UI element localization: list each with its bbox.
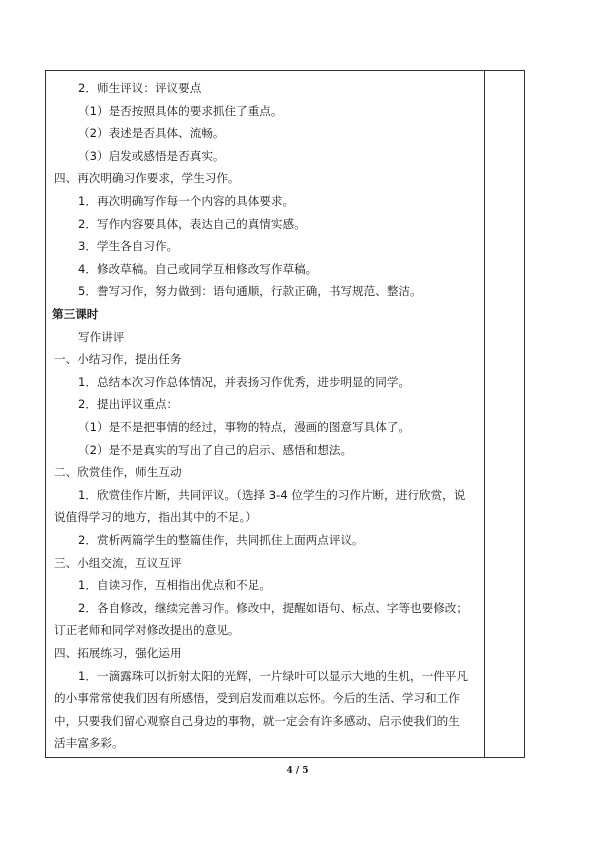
text-line: （1）是否按照具体的要求抓住了重点。 (78, 103, 283, 118)
text-line: 5．誊写习作，努力做到：语句通顺，行款正确，书写规范、整洁。 (78, 284, 422, 299)
text-line: 1．自读习作，互相指出优点和不足。 (78, 578, 271, 593)
text-line: 1．一滴露珠可以折射太阳的光辉，一片绿叶可以显示大地的生机，一件平凡 (78, 668, 468, 683)
text-line: 3．学生各自习作。 (78, 239, 179, 254)
text-line: 4．修改草稿。自己或同学互相修改写作草稿。 (78, 261, 318, 276)
text-line: 活丰富多彩。 (54, 736, 124, 751)
text-line: （1）是不是把事情的经过，事物的特点，漫画的图意写具体了。 (78, 420, 411, 434)
column-divider (484, 71, 485, 757)
section-heading: 四、再次明确习作要求，学生习作。 (54, 171, 240, 186)
text-line: （2）是不是真实的写出了自己的启示、感悟和想法。 (78, 442, 353, 457)
text-line: 1．再次明确写作每一个内容的具体要求。 (78, 194, 295, 208)
text-line: 2．提出评议重点： (78, 397, 179, 412)
text-line: 的小事常常使我们因有所感悟，受到启发而难以忘怀。今后的生活、学习和工作 (54, 691, 460, 706)
page-number: 4 / 5 (286, 766, 309, 776)
text-line: （3）启发或感悟是否真实。 (78, 148, 225, 163)
text-line: （2）表述是否具体、流畅。 (78, 126, 225, 141)
text-line: 2．赏析两篇学生的整篇佳作，共同抓住上面两点评议。 (78, 533, 364, 547)
section-heading: 一、小结习作，提出任务 (54, 352, 182, 367)
section-heading: 三、小组交流，互议互评 (54, 555, 182, 570)
section-heading: 二、欣赏佳作，师生互动 (54, 465, 182, 480)
text-line: 2．师生评议：评议要点 (78, 81, 202, 95)
lesson-plan-table (45, 70, 525, 758)
text-line: 2．各自修改，继续完善习作。修改中，提醒如语句、标点、字等也要修改； (78, 600, 468, 615)
text-line: 说值得学习的地方，指出其中的不足。） (54, 510, 257, 525)
lesson-heading: 第三课时 (52, 307, 99, 321)
text-line: 1．总结本次习作总体情况，并表扬习作优秀，进步明显的同学。 (78, 374, 411, 389)
content-cell (46, 71, 484, 757)
text-line: 2．写作内容要具体，表达自己的真情实感。 (78, 216, 306, 231)
lesson-subtitle: 写作讲评 (78, 329, 125, 344)
text-line: 订正老师和同学对修改提出的意见。 (54, 623, 240, 638)
section-heading: 四、拓展练习，强化运用 (54, 646, 182, 660)
text-line: 中，只要我们留心观察自己身边的事物，就一定会有许多感动、启示使我们的生 (54, 713, 460, 728)
text-line: 1．欣赏佳作片断，共同评议。（选择 3-4 位学生的习作片断，进行欣赏，说 (78, 487, 466, 502)
